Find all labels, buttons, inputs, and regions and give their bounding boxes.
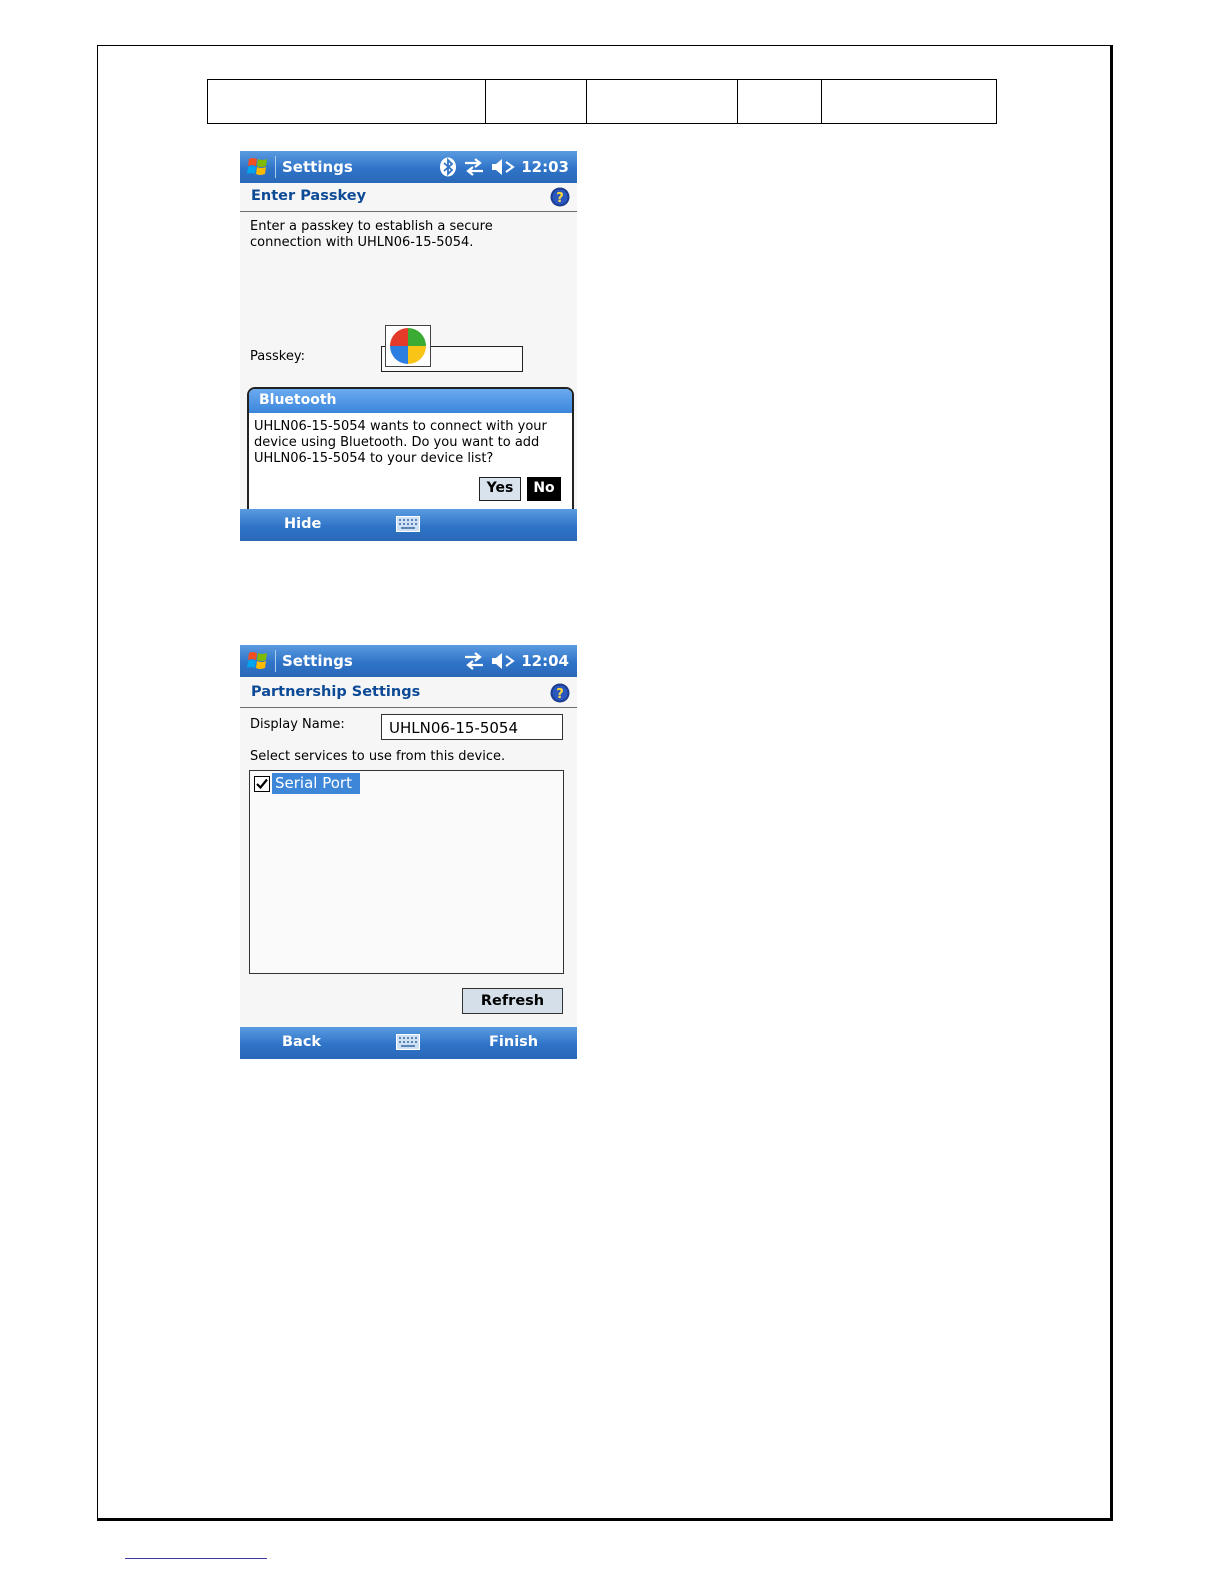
hide-softkey[interactable]: Hide (284, 516, 322, 532)
page-title: Enter Passkey (251, 188, 367, 204)
footer-link-underline (125, 1558, 267, 1559)
yes-button[interactable]: Yes (479, 477, 521, 501)
display-name-field[interactable]: UHLN06-15-5054 (381, 714, 563, 740)
windows-logo-icon[interactable] (246, 650, 270, 672)
title-bar (240, 645, 577, 677)
no-button[interactable]: No (527, 477, 561, 501)
display-name-label: Display Name: (250, 717, 345, 732)
app-title: Settings (282, 158, 353, 176)
bluetooth-dialog (247, 387, 574, 514)
dialog-title: Bluetooth (249, 389, 572, 413)
header-cell (737, 80, 821, 124)
back-softkey[interactable]: Back (282, 1034, 322, 1050)
softkey-bar (240, 1027, 577, 1059)
page-title: Partnership Settings (251, 684, 421, 700)
instruction-line: Enter a passkey to establish a secure (250, 219, 493, 234)
refresh-button[interactable]: Refresh (462, 988, 563, 1014)
services-prompt: Select services to use from this device. (250, 749, 506, 764)
service-label[interactable]: Serial Port (272, 773, 360, 794)
header-cell (485, 80, 586, 124)
help-icon[interactable] (550, 683, 570, 703)
keyboard-icon[interactable] (396, 516, 420, 532)
header-table (207, 79, 997, 124)
clock[interactable]: 12:04 (521, 652, 569, 670)
dialog-message: UHLN06-15-5054 wants to connect with your device using Bluetooth. Do you want to add UHLN06-15-5054 to your device list? (254, 419, 547, 466)
passkey-label: Passkey: (250, 349, 305, 364)
softkey-bar (240, 509, 577, 541)
busy-wheel-icon (385, 325, 431, 367)
svg-text:?: ? (556, 687, 564, 702)
finish-softkey[interactable]: Finish (489, 1034, 539, 1050)
services-list[interactable] (249, 770, 564, 974)
header-cell (821, 80, 996, 124)
app-title: Settings (282, 652, 353, 670)
header-cell (208, 80, 486, 124)
speaker-muted-icon[interactable] (491, 158, 515, 176)
help-icon[interactable] (550, 187, 570, 207)
enter-passkey-screen (240, 151, 577, 541)
svg-text:?: ? (556, 191, 564, 206)
bluetooth-icon[interactable] (439, 157, 457, 177)
status-icons (463, 650, 569, 672)
status-icons (439, 156, 569, 178)
serial-port-checkbox[interactable] (254, 776, 270, 792)
partnership-settings-screen (240, 645, 577, 1059)
header-cell (586, 80, 737, 124)
connectivity-icon[interactable] (463, 158, 485, 176)
title-bar (240, 151, 577, 183)
subheader (240, 183, 577, 212)
title-separator (275, 650, 276, 672)
speaker-muted-icon[interactable] (491, 652, 515, 670)
instruction-line: connection with UHLN06-15-5054. (250, 235, 474, 250)
keyboard-icon[interactable] (396, 1034, 420, 1050)
subheader (240, 679, 577, 708)
windows-logo-icon[interactable] (246, 156, 270, 178)
title-separator (275, 156, 276, 178)
list-item[interactable] (254, 773, 360, 794)
clock[interactable]: 12:03 (521, 158, 569, 176)
connectivity-icon[interactable] (463, 652, 485, 670)
checkmark-icon (255, 777, 269, 791)
